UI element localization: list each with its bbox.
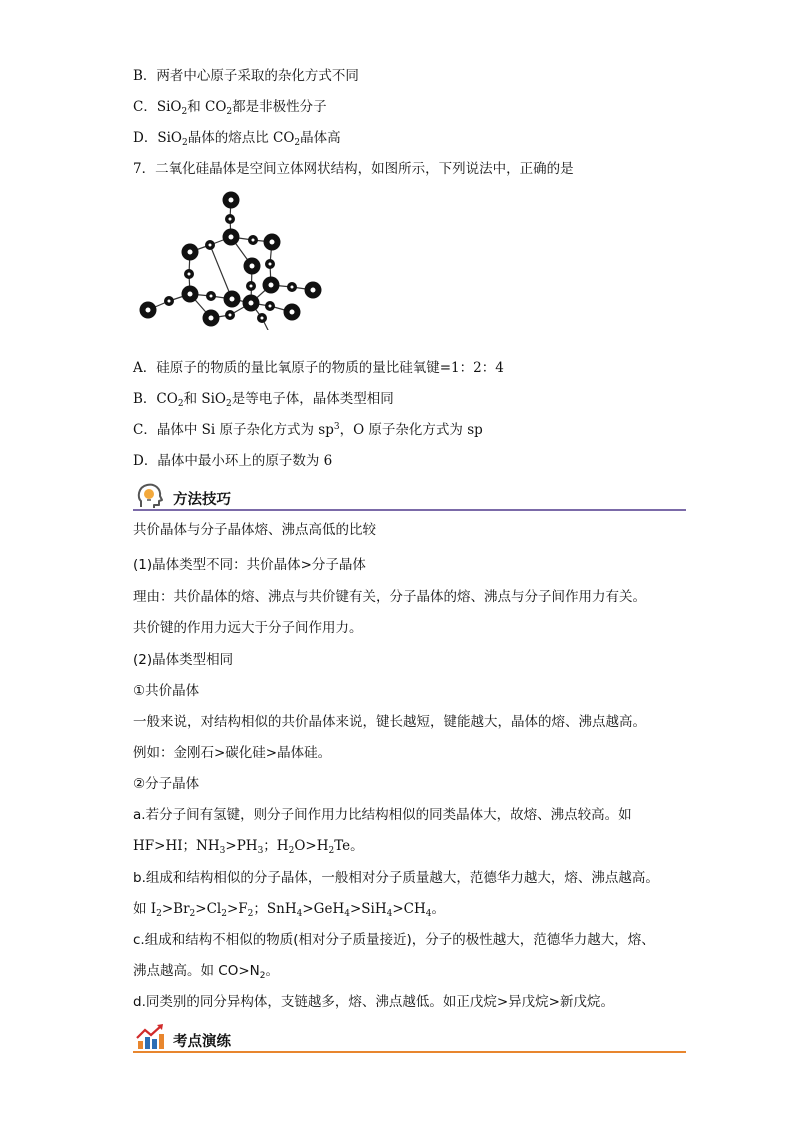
option-b: B．$CO_2$和 SiO$_2$是等电子体，晶体类型相同 bbox=[133, 391, 394, 409]
question-7-stem: 7．二氧化硅晶体是空间立体网状结构，如图所示，下列说法中，正确的是 bbox=[133, 161, 574, 177]
exercise-section-header bbox=[133, 1023, 686, 1053]
option-c-prev: C．SiO$_2$和 $CO_2$都是非极性分子 bbox=[133, 99, 327, 117]
method-line-3: 理由：共价晶体的熔、沸点与共价键有关，分子晶体的熔、沸点与分子间作用力有关。 bbox=[133, 589, 646, 605]
method-section-title: 方法技巧 bbox=[173, 492, 231, 508]
method-line-7: 一般来说，对结构相似的共价晶体来说，键长越短，键能越大，晶体的熔、沸点越高。 bbox=[133, 714, 646, 730]
method-line-2: (1)晶体类型不同：共价晶体>分子晶体 bbox=[133, 557, 366, 573]
method-line-11: HF>HI；$NH_3>PH_3$；$H_2O>H_2Te$。 bbox=[133, 838, 364, 856]
method-section-divider bbox=[133, 509, 686, 511]
exercise-section-title: 考点演练 bbox=[173, 1034, 231, 1050]
exercise-section-divider bbox=[133, 1051, 686, 1053]
method-line-15: 沸点越高。如 $CO>N_2$。 bbox=[133, 963, 279, 981]
method-line-16: d.同类别的同分异构体，支链越多，熔、沸点越低。如正戊烷>异戊烷>新戊烷。 bbox=[133, 994, 614, 1010]
option-d: D．晶体中最小环上的原子数为 6 bbox=[133, 453, 333, 469]
option-d-prev: D．SiO$_2$晶体的熔点比 $CO_2$晶体高 bbox=[133, 130, 341, 148]
method-line-4: 共价键的作用力远大于分子间作用力。 bbox=[133, 620, 363, 636]
head-lightbulb-icon bbox=[135, 481, 165, 511]
option-c: C．晶体中 Si 原子杂化方式为 $sp^3$，O 原子杂化方式为 sp bbox=[133, 422, 483, 438]
method-line-14: c.组成和结构不相似的物质(相对分子质量接近)，分子的极性越大，范德华力越大，熔、 bbox=[133, 932, 655, 948]
option-b-prev: B．两者中心原子采取的杂化方式不同 bbox=[133, 68, 359, 84]
option-a: A．硅原子的物质的量比氧原子的物质的量比硅氧键=1：2：4 bbox=[133, 360, 504, 376]
method-line-6: ①共价晶体 bbox=[133, 683, 200, 699]
method-line-12: b.组成和结构相似的分子晶体，一般相对分子质量越大，范德华力越大，熔、沸点越高。 bbox=[133, 870, 659, 886]
bar-chart-arrow-icon bbox=[135, 1023, 165, 1051]
sio2-structure-diagram bbox=[134, 190, 334, 330]
method-line-1: 共价晶体与分子晶体熔、沸点高低的比较 bbox=[133, 522, 376, 538]
method-line-13: 如 $I_2>Br_2>Cl_2>F_2$；$SnH_4>GeH_4>SiH_4>CH_4$。 bbox=[133, 901, 445, 919]
method-line-5: (2)晶体类型相同 bbox=[133, 652, 234, 668]
method-line-10: a.若分子间有氢键，则分子间作用力比结构相似的同类晶体大，故熔、沸点较高。如 bbox=[133, 807, 632, 823]
method-section-header bbox=[133, 481, 686, 511]
method-line-9: ②分子晶体 bbox=[133, 776, 200, 792]
method-line-8: 例如：金刚石>碳化硅>晶体硅。 bbox=[133, 745, 332, 761]
